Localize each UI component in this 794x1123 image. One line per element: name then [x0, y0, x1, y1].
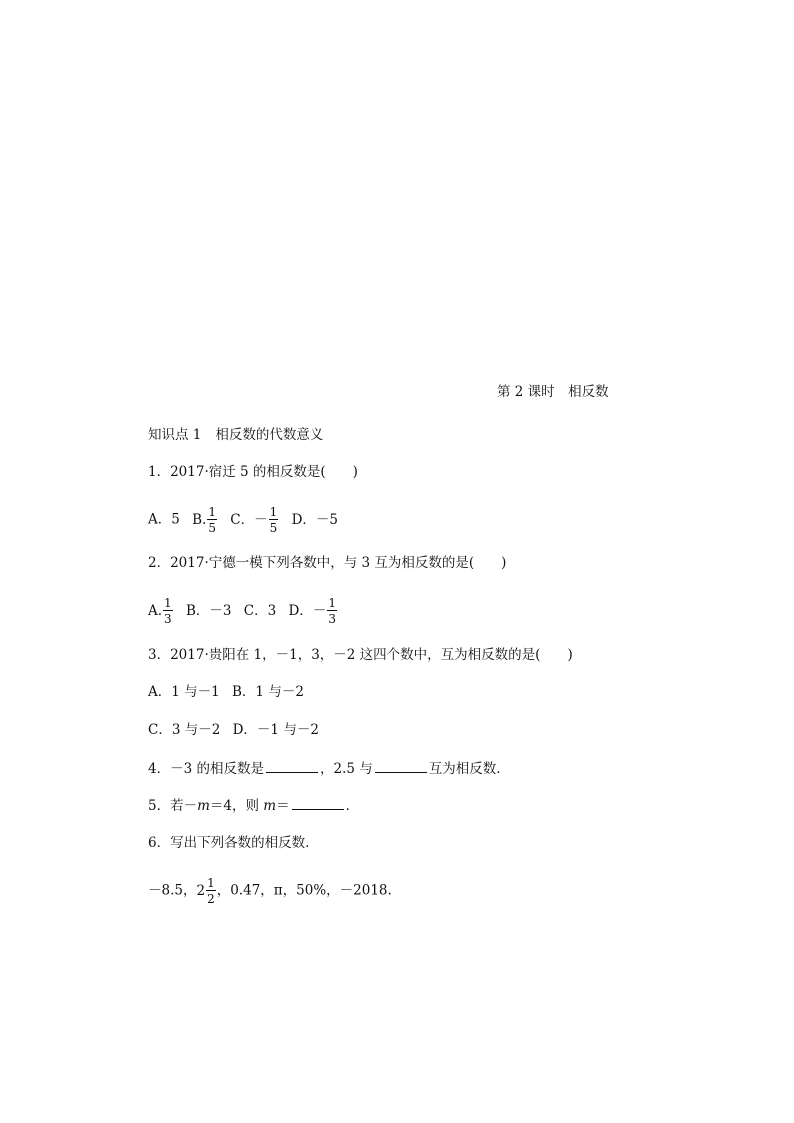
section-label: 知识点 1: [148, 427, 202, 443]
q1-option-a: A．5: [148, 511, 180, 528]
question-6-numbers: －8.5，2 $\frac{1}{2}$ ，0.47，π，50%，－2018.: [148, 876, 392, 906]
answer-blank[interactable]: [292, 795, 344, 810]
q2-option-a: A. $\frac{1}{3}$: [148, 596, 172, 626]
question-2-options: [148, 597, 338, 625]
question-3-stem: 3．2017·贵阳在 1，－1，3，－2 这四个数中，互为相反数的是( ): [148, 647, 573, 663]
q2-option-c: C．3: [243, 602, 277, 619]
fraction: $\frac{1}{2}$: [207, 876, 215, 906]
section-title: 相反数的代数意义: [215, 427, 324, 443]
fraction: $\frac{1}{3}$: [328, 596, 336, 626]
q3-option-b: B．1 与－2: [232, 684, 304, 700]
question-2-stem: 2．2017·宁德一模下列各数中，与 3 互为相反数的是( ): [148, 555, 507, 571]
q1-option-b: B. $\frac{1}{5}$: [192, 505, 216, 535]
q1-option-d: D．－5: [291, 511, 338, 528]
mixed-number: 2 $\frac{1}{2}$: [196, 876, 215, 906]
fraction: $\frac{1}{3}$: [164, 596, 172, 626]
section-heading: [148, 425, 323, 445]
question-6-stem: 6．写出下列各数的相反数．: [148, 835, 319, 851]
question-4: 4．－3 的相反数是 ，2.5 与 互为相反数．: [148, 758, 510, 779]
question-5: 5．若－m＝4，则 m＝ ．: [148, 795, 359, 816]
fraction: $\frac{1}{5}$: [208, 505, 216, 535]
question-1-stem: 1．2017·宿迁 5 的相反数是( ): [148, 464, 358, 480]
q3-option-c: C．3 与－2: [148, 722, 221, 738]
q2-option-b: B．－3: [185, 602, 232, 619]
q1-option-c: C．－ $\frac{1}{5}$: [230, 505, 278, 535]
question-3-options-row1: [148, 682, 304, 702]
q3-option-a: A．1 与－1: [148, 684, 220, 700]
answer-blank[interactable]: [266, 758, 318, 773]
lesson-title: 第 2 课时 相反数: [497, 384, 609, 400]
q2-option-d: D．－ $\frac{1}{3}$: [288, 596, 336, 626]
question-3-options-row2: [148, 720, 319, 740]
answer-blank[interactable]: [375, 758, 427, 773]
question-1-options: [148, 506, 338, 534]
q3-option-d: D．－1 与－2: [232, 722, 319, 738]
fraction: $\frac{1}{5}$: [269, 505, 278, 535]
